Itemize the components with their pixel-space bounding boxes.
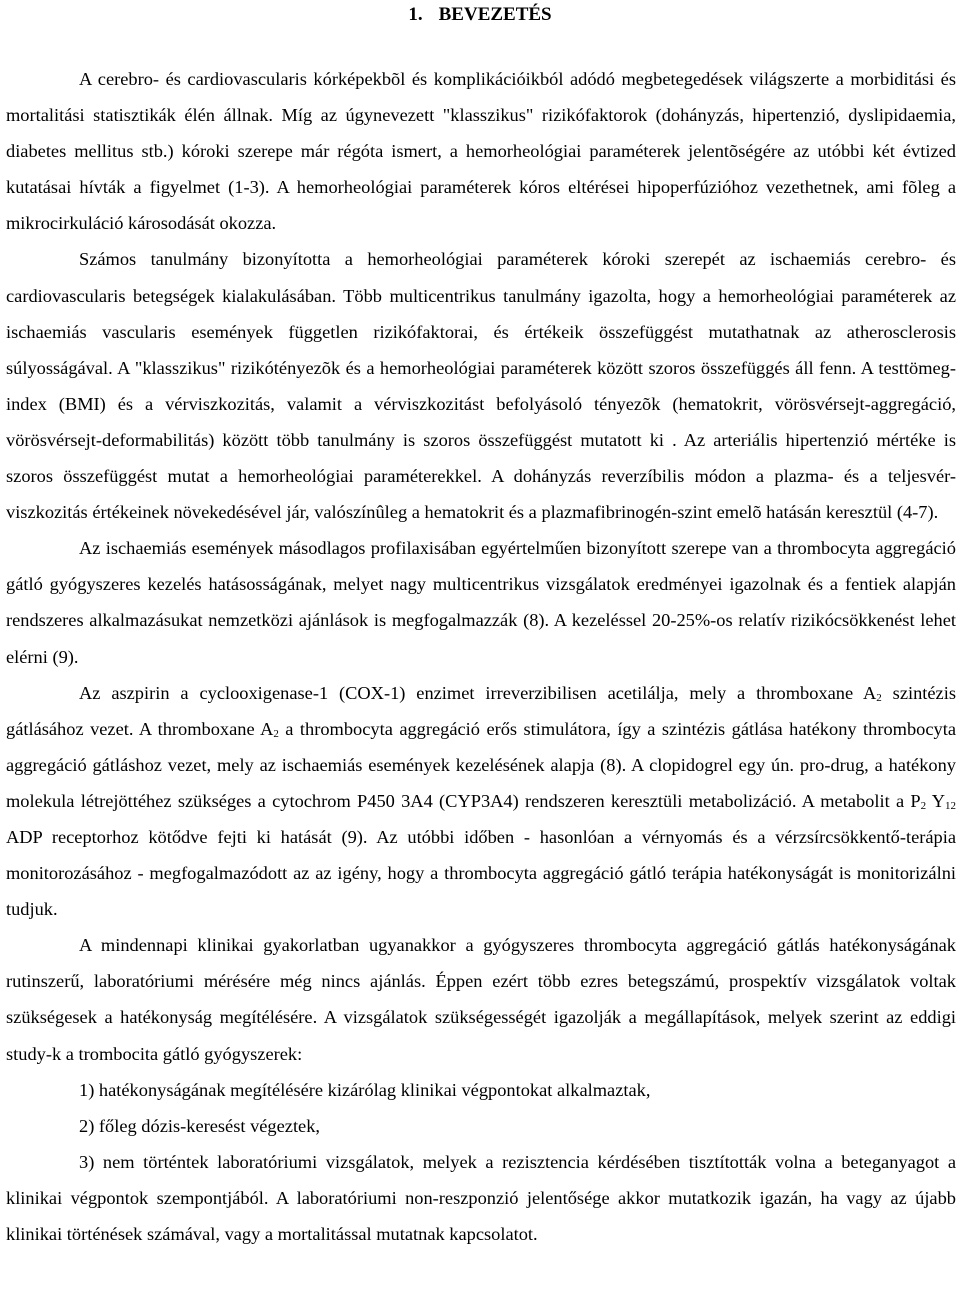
subscript: 2 [273,727,279,740]
subscript: 12 [945,799,956,812]
paragraph-4-part-e: ADP receptorhoz kötődve fejti ki hatását (9). Az utóbbi időben - hasonlóan a vérnyomás és a vérzsírcsökkentő-terápia monitorozásához - megfogalmazódott az az igény, hogy a thrombocyta aggregáció gátló terápia hatékonyságát is monitorizálni tudjuk. [6,826,956,920]
list-item-3: 3) nem történtek laboratóriumi vizsgálatok, melyek a rezisztencia kérdésében tisztították volna a beteganyagot a klinikai végpontok szempontjából. A laboratóriumi non-reszponzió jelentősége akkor mutatkozik igazán, ha vagy az újabb klinikai történések számával, vagy a mortalitással mutatnak kapcsolatot. [6,1151,956,1244]
section-heading [0,2,960,28]
list-item-1: 1) hatékonyságának megítélésére kizárólag klinikai végpontokat alkalmaztak, [79,1079,651,1100]
paragraph-4-part-a: Az aszpirin a cyclooxigenase-1 (COX-1) enzimet irreverzibilisen acetilálja, mely a thromboxane A [79,682,877,703]
paragraph-4-part-d: Y [926,790,945,811]
list-item-2: 2) főleg dózis-keresést végeztek, [79,1115,321,1136]
paragraph-4 [6,675,956,928]
paragraph-4-part-b: szintézis gátlásához vezet. A thromboxane A [6,682,956,739]
paragraph-5: A mindennapi klinikai gyakorlatban ugyanakkor a gyógyszeres thrombocyta aggregáció gátlás hatékonyságának rutinszerű, laboratóriumi mérésére még nincs ajánlás. Éppen ezért több ezres betegszámú, prospektív vizsgálatok voltak szükségesek a hatékonyság megítélésére. A vizsgálatok szükségességét igazolják a megállapítások, melyek szerint az eddigi study-k a trombocita gátló gyógyszerek: [6,935,956,1064]
subscript: 2 [920,799,927,812]
section-title: BEVEZETÉS [438,4,552,25]
section-number: 1. [408,4,423,25]
paragraph-3: Az ischaemiás események másodlagos profilaxisában egyértelműen bizonyított szerepe van a thrombocyta aggregáció gátló gyógyszeres kezelés hatásosságának, melyet nagy multicentrikus vizsgálatok eredményei igazolnak és a fentiek alapján rendszeres alkalmazásukat nemzetközi ajánlások is megfogalmazzák (8). A kezeléssel 20-25%-os relatív rizikócsökkenést lehet elérni (9). [6,538,956,667]
paragraph-2: Számos tanulmány bizonyította a hemorheológiai paraméterek kóroki szerepét az ischaemiás cerebro- és cardiovascularis betegségek kialakulásában. Több multicentrikus tanulmány igazolta, hogy a hemorheológiai paraméterek az ischaemiás vascularis események független rizikófaktorai, és értékeik összefüggést mutathatnak az atherosclerosis súlyosságával. A "klasszikus" rizikótényezõk és a hemorheológiai paraméterek között szoros összefüggés áll fenn. A testtömeg-index (BMI) és a vérviszkozitás, valamit a vérviszkozitást befolyásoló tényezõk (hematokrit, vörösvérsejt-aggregáció, vörösvérsejt-deformabilitás) között több tanulmány is szoros összefüggést mutatott ki . Az arteriális hipertenzió mértéke is szoros összefüggést mutat a hemorheológiai paraméterekkel. A dohányzás reverzíbilis módon a plazma- és a teljesvér-viszkozitás értékeinek növekedésével jár, valószínûleg a hematokrit és a plazmafibrinogén-szint emelõ hatásán keresztül (4-7). [6,249,956,523]
paragraph-1: A cerebro- és cardiovascularis kórképekbõl és komplikációikból adódó megbetegedések világszerte a morbiditási és mortalitási statisztikák élén állnak. Míg az úgynevezett "klasszikus" rizikófaktorok (dohányzás, hipertenzió, dyslipidaemia, diabetes mellitus stb.) kóroki szerepe már régóta ismert, a hemorheológiai paraméterek jelentõségére az utóbbi két évtized kutatásai hívták a figyelmet (1-3). A hemorheológiai paraméterek kóros eltérései hipoperfúzióhoz vezethetnek, ami fõleg a mikrocirkuláció károsodását okozza. [6,69,956,234]
body-text [6,61,956,1252]
subscript: 2 [876,691,882,704]
paragraph-4-part-c: a thrombocyta aggregáció erős stimulátora, így a szintézis gátlása hatékony thrombocyta aggregáció gátláshoz vezet, mely az ischaemiás események kezelésének alapja (8). A clopidogrel egy ún. pro-drug, a hatékony molekula létrejöttéhez szükséges a cytochrom P450 3A4 (CYP3A4) rendszeren keresztüli metabolizáció. A metabolit a P [6,718,956,811]
